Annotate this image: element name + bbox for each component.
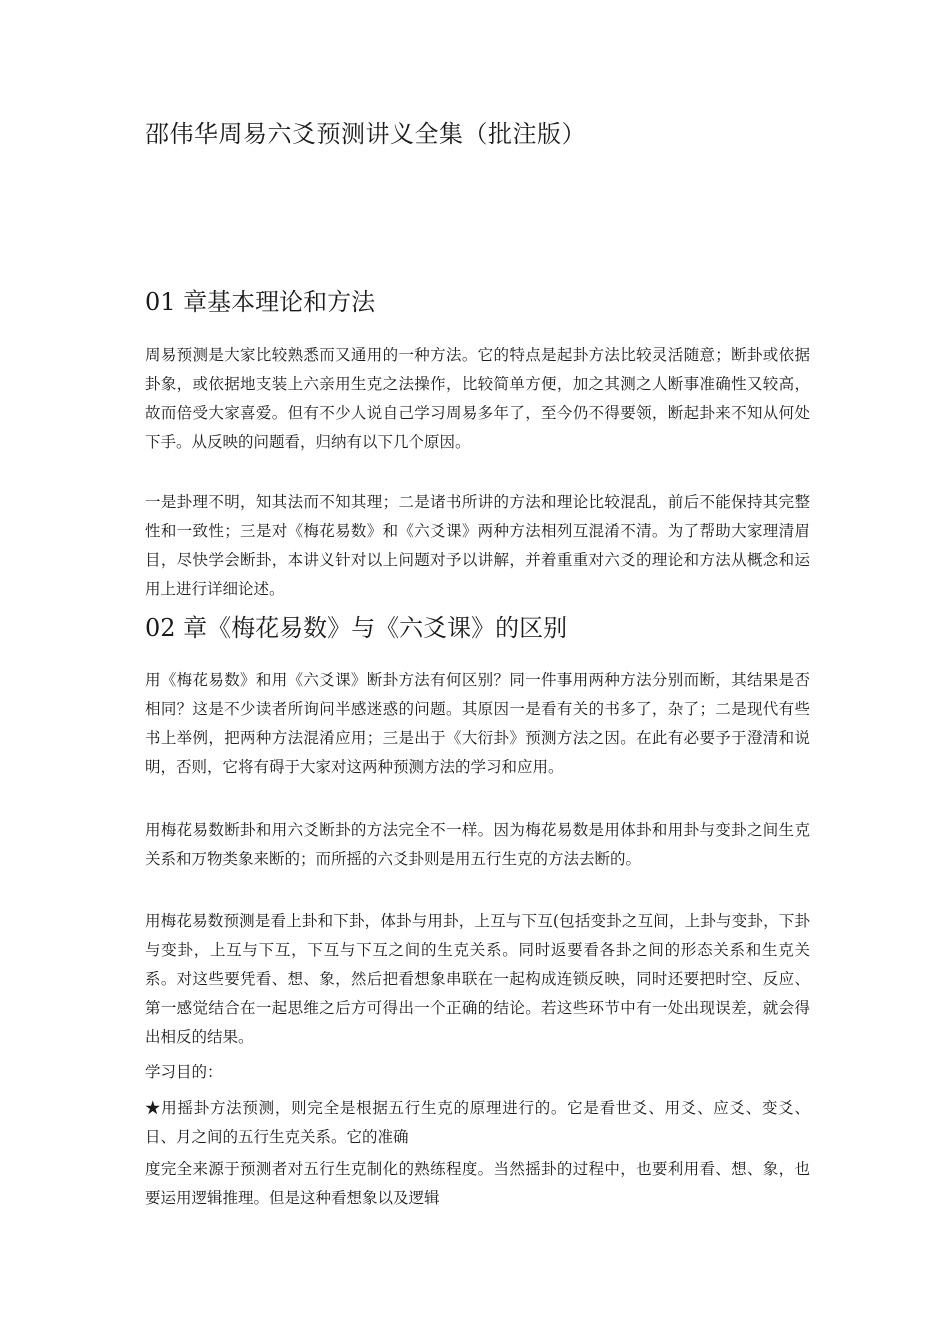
- section-heading-01: 01 章基本理论和方法: [145, 288, 376, 316]
- paragraph: 用梅花易数断卦和用六爻断卦的方法完全不一样。因为梅花易数是用体卦和用卦与变卦之间生克关系和万物类象来断的；而所摇的六爻卦则是用五行生克的方法去断的。: [145, 821, 810, 868]
- paragraph: 用梅花易数预测是看上卦和下卦，体卦与用卦，上互与下互(包括变卦之互间，上卦与变卦，下卦与变卦，上互与下互，下互与下互之间的生克关系。同时返要看各卦之间的形态关系和生克关系。对这些要凭看、想、象，然后把看想象串联在一起构成连锁反映，同时还要把时空、反应、第一感觉结合在一起思维之后方可得出一个正确的结论。若这些环节中有一处出现误差，就会得出相反的结果。: [145, 912, 810, 1046]
- paragraph: 周易预测是大家比较熟悉而又通用的一种方法。它的特点是起卦方法比较灵活随意；断卦或依据卦象，或依据地支装上六亲用生克之法操作，比较简单方便，加之其测之人断事准确性又较高，故而倍受大家喜爱。但有不少人说自己学习周易多年了，至今仍不得要领，断起卦来不知从何处下手。从反映的问题看，归纳有以下几个原因。: [145, 346, 810, 451]
- document-title: 邵伟华周易六爻预测讲义全集（批注版）: [145, 120, 586, 148]
- paragraph: 度完全来源于预测者对五行生克制化的熟练程度。当然摇卦的过程中，也要利用看、想、象，也要运用逻辑推理。但是这种看想象以及逻辑: [145, 1160, 810, 1207]
- paragraph-label: 学习目的：: [145, 1063, 223, 1081]
- paragraph: 一是卦理不明，知其法而不知其理；二是诸书所讲的方法和理论比较混乱，前后不能保持其完整性和一致性；三是对《梅花易数》和《六爻课》两种方法相列互混淆不清。为了帮助大家理清眉目，尽快学会断卦，本讲义针对以上问题对予以讲解，并着重重对六爻的理论和方法从概念和运用上进行详细论述。: [145, 493, 810, 598]
- paragraph: 用《梅花易数》和用《六爻课》断卦方法有何区别？同一件事用两种方法分别而断，其结果是否相同？这是不少读者所询问半感迷惑的问题。其原因一是看有关的书多了，杂了；二是现代有些书上举例，把两种方法混淆应用；三是出于《大衍卦》预测方法之因。在此有必要予于澄清和说明，否则，它将有碍于大家对这两种预测方法的学习和应用。: [145, 671, 810, 776]
- paragraph: ★用摇卦方法预测，则完全是根据五行生克的原理进行的。它是看世爻、用爻、应爻、变爻、日、月之间的五行生克关系。它的准确: [145, 1099, 810, 1146]
- section-heading-02: 02 章《梅花易数》与《六爻课》的区别: [145, 614, 568, 642]
